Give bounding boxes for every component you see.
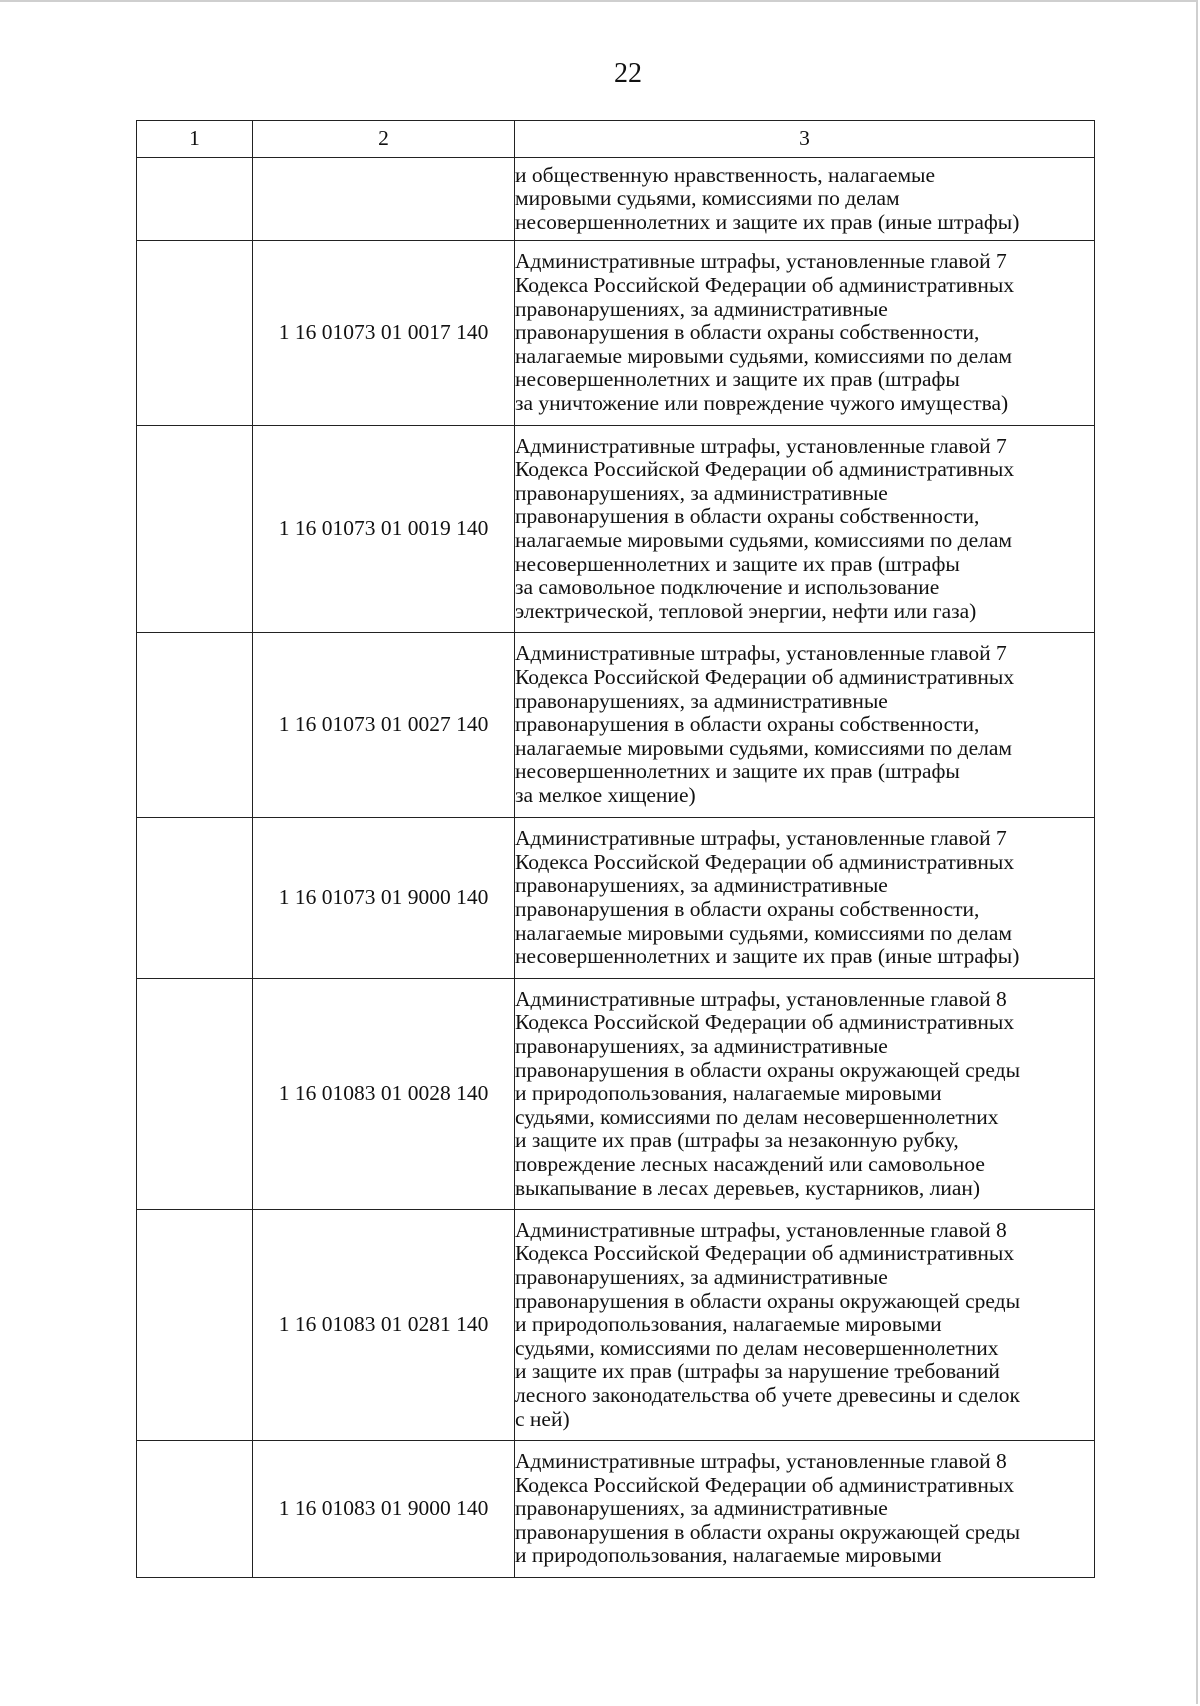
description-line: и природопользования, налагаемые мировыми xyxy=(515,1543,942,1568)
description-line: правонарушениях, за административные xyxy=(515,873,888,898)
row-number-cell xyxy=(137,1441,253,1578)
description-line: налагаемые мировыми судьями, комиссиями по делам xyxy=(515,920,1012,945)
table-row xyxy=(137,633,1095,818)
description-cell xyxy=(515,1210,1095,1441)
row-number-cell xyxy=(137,979,253,1210)
description-line: Административные штрафы, установленные главой 8 xyxy=(515,1449,1007,1474)
table-row xyxy=(137,1210,1095,1441)
table-row xyxy=(137,979,1095,1210)
budget-code-table xyxy=(136,120,1095,1578)
description-line: и защите их прав (штрафы за незаконную рубку, xyxy=(515,1128,959,1153)
description-line: Административные штрафы, установленные главой 8 xyxy=(515,1217,1007,1242)
description-line: судьями, комиссиями по делам несовершеннолетних xyxy=(515,1335,999,1360)
table-row xyxy=(137,1441,1095,1578)
description-line: лесного законодательства об учете древесины и сделок xyxy=(515,1382,1020,1407)
description-line: правонарушения в области охраны собственности, xyxy=(515,504,980,529)
description-line: правонарушениях, за административные xyxy=(515,1034,888,1059)
column-header-2: 2 xyxy=(253,121,515,158)
budget-code-cell: 1 16 01083 01 9000 140 xyxy=(253,1441,515,1578)
description-line: за мелкое хищение) xyxy=(515,782,696,807)
description-line: Кодекса Российской Федерации об административных xyxy=(515,1472,1015,1497)
description-line: Административные штрафы, установленные главой 7 xyxy=(515,641,1007,666)
row-number-cell xyxy=(137,633,253,818)
table-row xyxy=(137,241,1095,426)
description-line: Кодекса Российской Федерации об административных xyxy=(515,849,1015,874)
row-number-cell xyxy=(137,241,253,426)
description-line: судьями, комиссиями по делам несовершеннолетних xyxy=(515,1104,999,1129)
description-line: Административные штрафы, установленные главой 7 xyxy=(515,433,1007,458)
budget-code-cell: 1 16 01083 01 0281 140 xyxy=(253,1210,515,1441)
description-line: электрической, тепловой энергии, нефти или газа) xyxy=(515,598,977,623)
row-number-cell xyxy=(137,158,253,241)
description-line: налагаемые мировыми судьями, комиссиями по делам xyxy=(515,735,1012,760)
description-line: Кодекса Российской Федерации об административных xyxy=(515,457,1015,482)
description-line: правонарушениях, за административные xyxy=(515,480,888,505)
description-cell xyxy=(515,426,1095,633)
description-cell xyxy=(515,241,1095,426)
table-header-row xyxy=(137,121,1095,158)
description-line: правонарушения в области охраны собственности, xyxy=(515,712,980,737)
table-row xyxy=(137,818,1095,979)
description-line: несовершеннолетних и защите их прав (штрафы xyxy=(515,367,960,392)
description-line: несовершеннолетних и защите их прав (иные штрафы) xyxy=(515,944,1020,969)
description-line: выкапывание в лесах деревьев, кустарников, лиан) xyxy=(515,1175,981,1200)
table-row xyxy=(137,158,1095,241)
description-line: правонарушениях, за административные xyxy=(515,688,888,713)
description-line: повреждение лесных насаждений или самовольное xyxy=(515,1151,985,1176)
budget-code-cell: 1 16 01073 01 0017 140 xyxy=(253,241,515,426)
description-line: за уничтожение или повреждение чужого имущества) xyxy=(515,390,1009,415)
description-line: правонарушения в области охраны собственности, xyxy=(515,320,980,345)
description-cell xyxy=(515,633,1095,818)
description-line: и общественную нравственность, налагаемые xyxy=(515,162,936,187)
description-line: правонарушениях, за административные xyxy=(515,1496,888,1521)
table-body xyxy=(137,158,1095,1578)
description-line: правонарушения в области охраны окружающей среды xyxy=(515,1057,1021,1082)
description-line: и природопользования, налагаемые мировыми xyxy=(515,1081,942,1106)
row-number-cell xyxy=(137,426,253,633)
description-line: Административные штрафы, установленные главой 7 xyxy=(515,826,1007,851)
description-cell xyxy=(515,1441,1095,1578)
description-line: Кодекса Российской Федерации об административных xyxy=(515,1010,1015,1035)
description-cell xyxy=(515,158,1095,241)
column-header-1: 1 xyxy=(137,121,253,158)
page-number: 22 xyxy=(614,58,642,89)
budget-code-cell: 1 16 01073 01 0019 140 xyxy=(253,426,515,633)
table-row xyxy=(137,426,1095,633)
description-line: правонарушения в области охраны окружающей среды xyxy=(515,1519,1021,1544)
description-line: налагаемые мировыми судьями, комиссиями по делам xyxy=(515,343,1012,368)
budget-code-cell: 1 16 01083 01 0028 140 xyxy=(253,979,515,1210)
description-line: несовершеннолетних и защите их прав (штрафы xyxy=(515,759,960,784)
description-line: правонарушения в области охраны окружающей среды xyxy=(515,1288,1021,1313)
description-line: Административные штрафы, установленные главой 8 xyxy=(515,986,1007,1011)
description-line: и защите их прав (штрафы за нарушение требований xyxy=(515,1359,1000,1384)
budget-code-cell: 1 16 01073 01 0027 140 xyxy=(253,633,515,818)
description-line: правонарушениях, за административные xyxy=(515,296,888,321)
description-cell xyxy=(515,979,1095,1210)
description-line: Административные штрафы, установленные главой 7 xyxy=(515,249,1007,274)
description-line: с ней) xyxy=(515,1406,570,1431)
description-line: правонарушениях, за административные xyxy=(515,1265,888,1290)
description-cell xyxy=(515,818,1095,979)
description-line: Кодекса Российской Федерации об административных xyxy=(515,665,1015,690)
description-line: и природопользования, налагаемые мировыми xyxy=(515,1312,942,1337)
description-line: Кодекса Российской Федерации об административных xyxy=(515,273,1015,298)
description-line: Кодекса Российской Федерации об административных xyxy=(515,1241,1015,1266)
description-line: несовершеннолетних и защите их прав (иные штрафы) xyxy=(515,209,1020,234)
description-line: несовершеннолетних и защите их прав (штрафы xyxy=(515,551,960,576)
row-number-cell xyxy=(137,818,253,979)
row-number-cell xyxy=(137,1210,253,1441)
description-line: за самовольное подключение и использование xyxy=(515,575,940,600)
budget-code-cell xyxy=(253,158,515,241)
description-line: правонарушения в области охраны собственности, xyxy=(515,897,980,921)
description-line: налагаемые мировыми судьями, комиссиями по делам xyxy=(515,528,1012,552)
description-line: мировыми судьями, комиссиями по делам xyxy=(515,186,900,211)
column-header-3: 3 xyxy=(515,121,1095,158)
budget-code-cell: 1 16 01073 01 9000 140 xyxy=(253,818,515,979)
